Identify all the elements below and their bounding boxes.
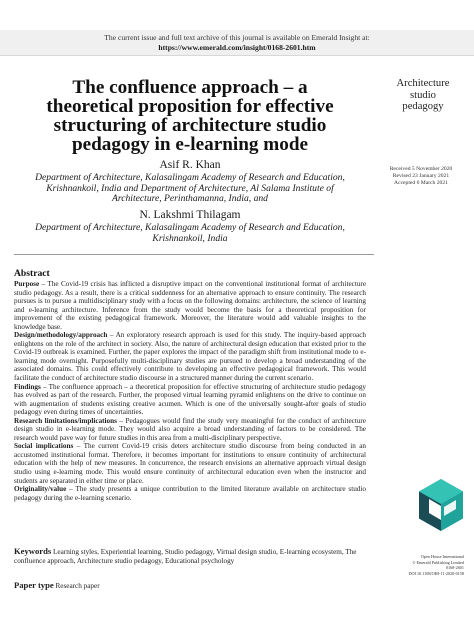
author-affiliation	[14, 173, 366, 205]
running-head-line: pedagogy	[402, 101, 444, 113]
title-line: The confluence approach – a	[72, 77, 308, 98]
abstract-text: – The Covid-19 crisis has inflicted a disruptive impact on the conventional institutional format of architecture studio pedagogy. As a result, there is a critical suddenness for an alternative approach to ensure continuity. The research pursues is to pursue a multidisciplinary study with a focus on the following domains: architecture, the science of learning and e-learning architecture. Inference from the study would become the basis for a theoretical proposition for improvement of the existing pedagogical framework. Moreover, the literature would add valuable insights to the knowledge base.	[14, 280, 367, 331]
affiliation-line: Department of Architecture, Kalasalingam Academy of Research and Education,	[35, 172, 345, 183]
abstract-design	[14, 331, 366, 382]
journal-url-link[interactable]: https://www.emerald.com/insight/0168-2601.htm	[158, 43, 316, 52]
affiliation-line: Architecture, Perinthamanna, India, and	[112, 193, 268, 205]
title-line: theoretical proposition for effective	[46, 96, 334, 117]
open-house-logo-icon	[418, 478, 464, 532]
abstract-social	[14, 442, 366, 485]
journal-availability-banner	[0, 30, 474, 56]
doi-line[interactable]: DOI 10.1108/OHI-11-2020-0158	[408, 570, 464, 576]
abstract-text: – Pedagogues would find the study very meaningful for the conduct of architecture design studio in e-learning mode. They would also acquire a broad understanding of factors to be considered. The research would pave way for future studies in this area from a multi-disciplinary perspective.	[14, 416, 366, 442]
author-affiliation	[14, 223, 366, 244]
availability-note: The current issue and full text archive of this journal is available on Emerald Insight at:	[104, 33, 370, 42]
abstract-text: – The current Covid-19 crisis deters architecture studio discourse from being conducted in an accustomed institutional format. Therefore, it becomes important for institutions to ensure continuity of architectural education with the help of new measures. In concurrence, the research envisions an alternative approach virtual design studio using e-learning mode. This would ensure continuity of architectural education even when the instructor and students are separated in either time or place.	[14, 442, 367, 485]
accepted-date: Accepted 6 March 2021	[394, 180, 448, 186]
abstract-label: Design/methodology/approach	[14, 331, 108, 340]
abstract-text: – The confluence approach – a theoretical proposition for effective structuring of architecture studio pedagogy has evolved as part of the research. Further, the proposed virtual learning pyramid enlightens on the drive to continue on with augmentation of students existing creative acumen. Which is one of the universally sought-after goals of studio pedagogy even during times of uncertainties.	[14, 382, 367, 417]
revised-date: Revised 23 January 2021	[392, 173, 450, 179]
section-divider	[14, 254, 374, 255]
running-head-line: Architecture	[396, 78, 450, 89]
abstract-purpose	[14, 280, 366, 331]
running-head	[380, 78, 466, 113]
received-date: Received 5 November 2020	[389, 166, 453, 172]
affiliation-line: Krishnankoil, India and Department of Architecture, Al Salama Institute of	[46, 182, 334, 194]
author-name: N. Lakshmi Thilagam	[139, 209, 241, 221]
keywords	[14, 547, 366, 565]
paper-type-label: Paper type	[14, 580, 54, 590]
publisher-line: © Emerald Publishing Limited	[412, 559, 464, 565]
paper-type	[14, 580, 100, 590]
abstract-limitations	[14, 417, 366, 443]
abstract-label: Purpose	[14, 280, 40, 288]
abstract-label: Social implications	[14, 442, 74, 451]
abstract-label: Originality/value	[14, 485, 67, 494]
article-title	[14, 78, 366, 154]
running-head-line: studio	[410, 89, 436, 101]
abstract-body	[14, 280, 366, 502]
article-dates	[372, 166, 470, 187]
title-line: pedagogy in e-learning mode	[71, 134, 309, 155]
abstract-findings	[14, 383, 366, 417]
keywords-text: Learning styles, Experiential learning, Studio pedagogy, Virtual design studio, E-learning ecosystem, The confluence approach, Architecture studio pedagogy, Educational psychology	[14, 548, 357, 565]
publisher-line: Open House International	[420, 554, 464, 559]
abstract-label: Research limitations/implications	[14, 416, 117, 425]
publisher-line: 0168-2601	[445, 565, 464, 571]
abstract-text: – An exploratory research approach is used for this study. The inquiry-based approach enlightens on the role of the architect in society. Also, the nature of architectural design education that existed prior to the Covid-19 outbreak is examined. Further, the paper explores the impact of the paradigm shift from institutional mode to e-learning mode overnight. Purposefully multi-disciplinary studies are pursued to develop a broad understanding of the associated domains. This could effectively contribute to developing an effective pedagogical framework. This would facilitate the conduct of architecture studio discourse in a structured manner during the current scenario.	[14, 331, 367, 383]
affiliation-line: Krishnankoil, India	[152, 232, 228, 244]
abstract-originality	[14, 485, 366, 502]
abstract-heading: Abstract	[14, 268, 50, 279]
keywords-label: Keywords	[14, 546, 52, 556]
abstract-label: Findings	[14, 382, 41, 391]
paper-type-value: Research paper	[55, 582, 100, 590]
title-line: structuring of architecture studio	[53, 115, 327, 136]
affiliation-line: Department of Architecture, Kalasalingam Academy of Research and Education,	[35, 222, 345, 233]
abstract-text: – The study presents a unique contribution to the limited literature available on architecture studio pedagogy during the e-learning scenario.	[14, 485, 366, 502]
publisher-info	[386, 554, 464, 576]
author-name: Asif R. Khan	[159, 159, 221, 171]
